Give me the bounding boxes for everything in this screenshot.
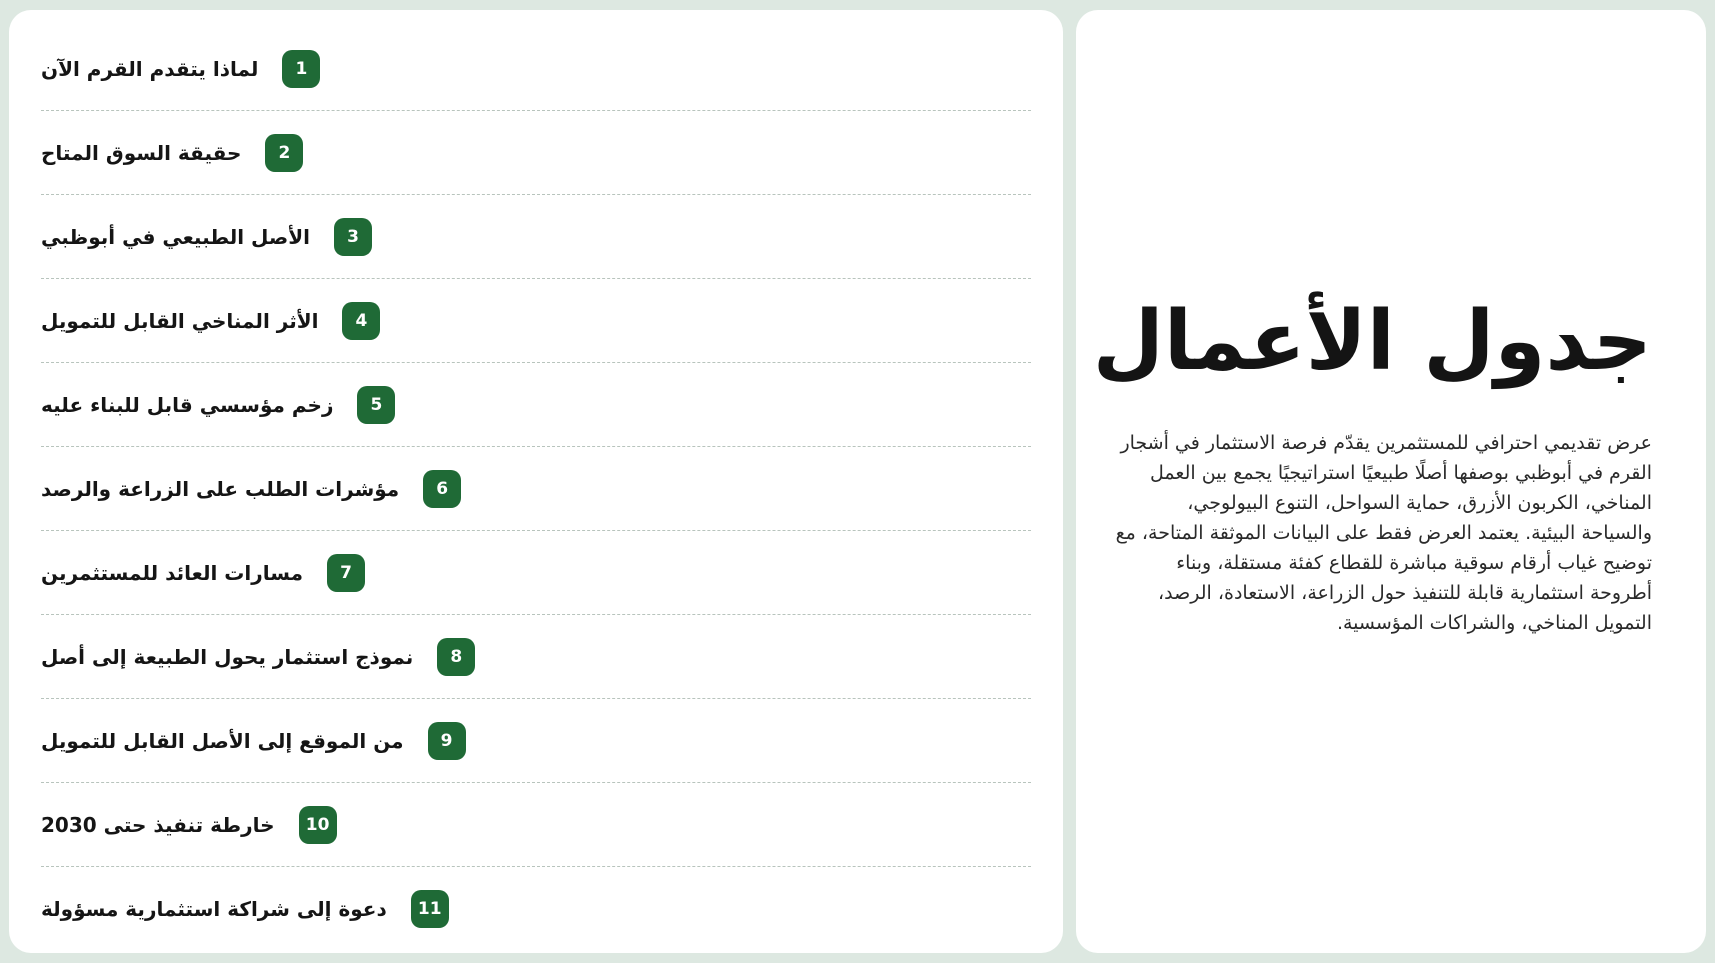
- intro-card: [1076, 10, 1706, 953]
- agenda-item: [41, 867, 1031, 951]
- agenda-item: [41, 279, 1031, 363]
- agenda-item: [41, 195, 1031, 279]
- agenda-item-label: من الموقع إلى الأصل القابل للتمويل: [41, 728, 404, 753]
- agenda-item: [41, 783, 1031, 867]
- agenda-number-badge: 9: [428, 722, 466, 760]
- agenda-number-badge: 11: [411, 890, 449, 928]
- agenda-number-badge: 4: [342, 302, 380, 340]
- agenda-item: [41, 447, 1031, 531]
- agenda-item: [41, 531, 1031, 615]
- agenda-item-label: نموذج استثمار يحول الطبيعة إلى أصل: [41, 644, 414, 669]
- intro-description: عرض تقديمي احترافي للمستثمرين يقدّم فرصة الاستثمار في أشجار القرم في أبوظبي بوصفها أصلًا طبيعيًا استراتيجيًا يجمع بين العمل المناخي، الكربون الأزرق، حماية السواحل، التنوع البيولوجي، والسياحة البيئية. يعتمد العرض فقط على البيانات الموثقة المتاحة، مع توضيح غياب أرقام سوقية مباشرة للقطاع كفئة مستقلة، وبناء أطروحة استثمارية قابلة للتنفيذ حول الزراعة، الاستعادة، الرصد، التمويل المناخي، والشراكات المؤسسية.: [1115, 432, 1652, 634]
- agenda-number-badge: 5: [357, 386, 395, 424]
- agenda-number-badge: 8: [437, 638, 475, 676]
- agenda-item-label: مسارات العائد للمستثمرين: [41, 560, 303, 585]
- agenda-item: [41, 615, 1031, 699]
- agenda-item: [41, 111, 1031, 195]
- agenda-item: [41, 27, 1031, 111]
- agenda-item-label: خارطة تنفيذ حتى 2030: [41, 812, 275, 837]
- agenda-card: [9, 10, 1063, 953]
- agenda-number-badge: 1: [282, 50, 320, 88]
- agenda-number-badge: 6: [423, 470, 461, 508]
- agenda-item-label: الأثر المناخي القابل للتمويل: [41, 308, 319, 333]
- agenda-item-label: حقيقة السوق المتاح: [41, 140, 242, 165]
- agenda-item-label: مؤشرات الطلب على الزراعة والرصد: [41, 476, 400, 501]
- agenda-item-label: دعوة إلى شراكة استثمارية مسؤولة: [41, 897, 387, 921]
- agenda-number-badge: 10: [299, 806, 337, 844]
- agenda-item: [41, 699, 1031, 783]
- agenda-number-badge: 2: [265, 134, 303, 172]
- agenda-item-label: زخم مؤسسي قابل للبناء عليه: [41, 392, 334, 417]
- agenda-item: [41, 363, 1031, 447]
- agenda-list: [41, 27, 1031, 951]
- agenda-item-label: لماذا يتقدم القرم الآن: [41, 56, 259, 81]
- agenda-number-badge: 7: [327, 554, 365, 592]
- agenda-number-badge: 3: [334, 218, 372, 256]
- page-title: جدول الأعمال: [1092, 294, 1652, 389]
- agenda-item-label: الأصل الطبيعي في أبوظبي: [41, 224, 310, 249]
